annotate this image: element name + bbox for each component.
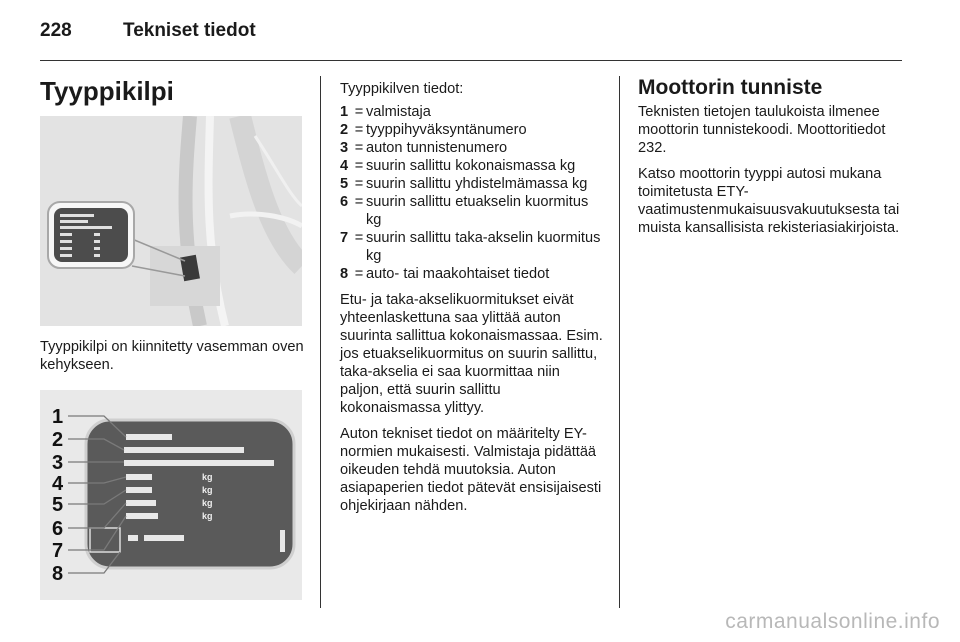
triangle-right-icon[interactable]	[889, 125, 896, 135]
legend-equals: =	[354, 140, 364, 156]
right-column	[638, 76, 903, 237]
watermark: carmanualsonline.info	[725, 610, 940, 633]
door-frame-illustration	[40, 116, 302, 326]
list-item	[340, 121, 605, 139]
legend-number: 5	[340, 176, 349, 192]
engine-id-text: Teknisten tietojen taulukoista ilmenee moottorin tunnistekoodi. Moottoritiedot	[638, 104, 886, 138]
type-plate-caption: Tyyppikilpi on kiinnitetty vasemman oven kehykseen.	[40, 339, 304, 373]
header-divider	[40, 60, 902, 61]
legend-number: 8	[340, 266, 349, 282]
legend-text: suurin sallittu kokonaismassa kg	[366, 158, 576, 174]
legend-text: suurin sallittu taka-akselin kuormitus kg	[366, 230, 601, 264]
section-title: Tekniset tiedot	[123, 20, 256, 41]
legend-number: 2	[340, 122, 349, 138]
legend-number: 7	[340, 230, 349, 246]
callout-2: 2	[52, 429, 64, 451]
callout-8: 8	[52, 563, 64, 585]
legend-text: valmistaja	[366, 104, 431, 120]
page-reference-link[interactable]: 232.	[638, 140, 667, 156]
legend-text: suurin sallittu yhdistelmämassa kg	[366, 176, 588, 192]
legend-equals: =	[354, 104, 364, 120]
callout-7: 7	[52, 540, 64, 562]
legend-number: 1	[340, 104, 349, 120]
plate-unit-6: kg	[202, 498, 213, 508]
list-item	[340, 139, 605, 157]
list-item	[340, 193, 605, 229]
engine-id-heading: Moottorin tunniste	[638, 76, 823, 99]
legend-equals: =	[354, 230, 364, 246]
type-plate-heading: Tyyppikilpi	[40, 76, 174, 106]
legend-text: suurin sallittu etuakselin kuormitus kg	[366, 194, 589, 228]
engine-id-paragraph	[638, 103, 903, 157]
callout-5: 5	[52, 494, 64, 516]
legend-text: tyyppihyväksyntänumero	[366, 122, 527, 138]
plate-unit-5: kg	[202, 485, 213, 495]
callout-4: 4	[52, 473, 64, 495]
legend-equals: =	[354, 176, 364, 192]
door-frame-figure	[40, 116, 302, 326]
column-divider-left	[320, 76, 321, 608]
callout-6: 6	[52, 518, 64, 540]
column-divider-right	[619, 76, 620, 608]
legend-text: auton tunnistenumero	[366, 140, 508, 156]
legend-equals: =	[354, 158, 364, 174]
callout-1: 1	[52, 406, 64, 428]
legend-equals: =	[354, 122, 364, 138]
axle-load-paragraph: Etu- ja taka-akselikuormitukset eivät yhteenlaskettuna saa ylittää auton suurinta sallittua kokonaismassaa. Esim. jos etuakselikuormitus on suurin sallittu, taka-akselia ei saa kuormittaa niin paljon, että suurin sallittu kokonaismassa ylittyy.	[340, 292, 603, 416]
list-item	[340, 229, 605, 265]
legend-equals: =	[354, 194, 364, 210]
plate-unit-7: kg	[202, 511, 213, 521]
page-number: 228	[40, 20, 72, 41]
list-item	[340, 103, 605, 121]
engine-type-paragraph: Katso moottorin tyyppi autosi mukana toimitetusta ETY-vaatimustenmukaisuusvakuutuksesta tai muista kansallisista rekisteriasiakirjoista.	[638, 166, 900, 236]
page-header	[40, 20, 910, 46]
middle-column	[340, 80, 605, 515]
list-item	[340, 175, 605, 193]
legend-text: auto- tai maakohtaiset tiedot	[366, 266, 550, 282]
left-column	[40, 76, 306, 600]
specifications-paragraph: Auton tekniset tiedot on määritelty EY-normien mukaisesti. Valmistaja pidättää oikeuden tehdä muutoksia. Auton asiapaperien tiedot pätevät ensisijaisesti ohjekirjaan nähden.	[340, 426, 602, 514]
legend-number: 6	[340, 194, 349, 210]
list-item	[340, 265, 605, 283]
legend-intro: Tyyppikilven tiedot:	[340, 81, 464, 97]
legend-number: 4	[340, 158, 349, 174]
callout-3: 3	[52, 452, 64, 474]
plate-unit-4: kg	[202, 472, 213, 482]
legend-equals: =	[354, 266, 364, 282]
type-plate-diagram	[40, 390, 302, 600]
type-plate-legend	[340, 103, 605, 283]
legend-number: 3	[340, 140, 349, 156]
type-plate-detail-figure	[40, 390, 302, 600]
list-item	[340, 157, 605, 175]
